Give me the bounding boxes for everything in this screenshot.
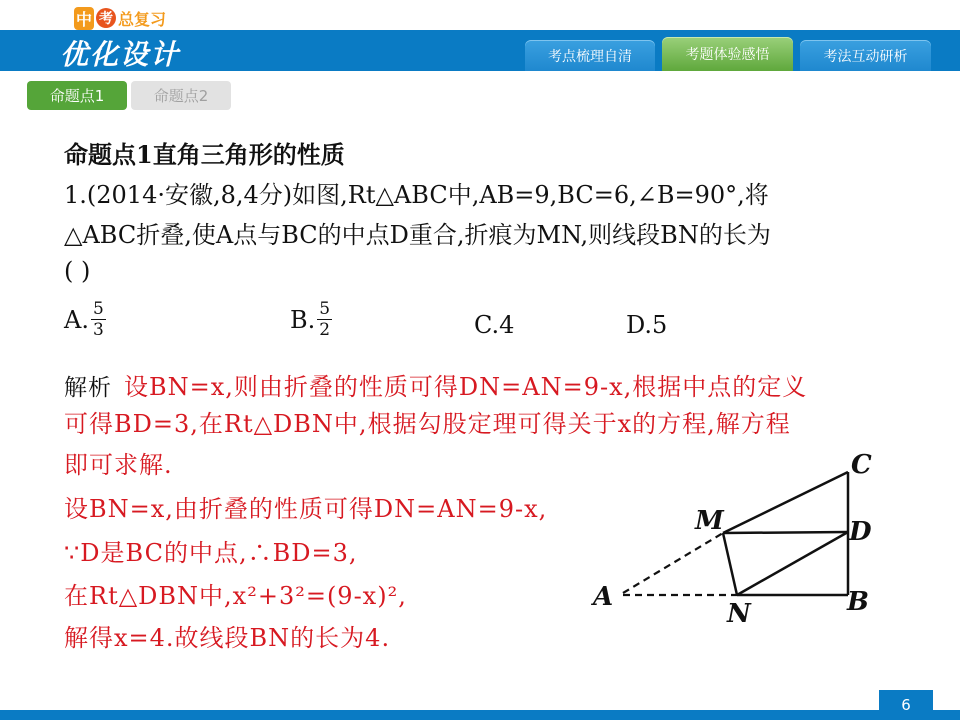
solution-line-2: 可得BD=3,在Rt△DBN中,根据勾股定理可得关于x的方程,解方程	[64, 410, 791, 438]
question-text-line-2: △ABC折叠,使A点与BC的中点D重合,折痕为MN,则线段BN的长为	[64, 221, 771, 249]
label-m: M	[695, 506, 724, 536]
option-d: D.5	[626, 311, 668, 339]
brand-kao: 考	[96, 8, 116, 28]
section-title: 命题点1直角三角形的性质	[64, 140, 345, 169]
solution-line-1	[64, 367, 807, 402]
option-b	[290, 299, 332, 340]
option-a-denominator: 3	[92, 320, 104, 340]
label-b: B	[847, 587, 869, 617]
label-c: C	[851, 450, 872, 480]
segment-am-dashed	[623, 533, 723, 593]
label-n: N	[727, 599, 751, 629]
option-a-numerator: 5	[92, 299, 104, 319]
label-d: D	[849, 517, 872, 547]
segment-md	[723, 532, 848, 533]
brand-logo: 优化设计	[60, 38, 181, 71]
brand-subtitle	[74, 7, 166, 29]
solution-line-7: 解得x=4.故线段BN的长为4.	[64, 624, 391, 652]
option-b-denominator: 2	[319, 320, 331, 340]
option-a-fraction	[91, 299, 106, 340]
segment-nd	[737, 532, 848, 595]
triangle-diagram	[585, 445, 885, 630]
label-a: A	[593, 582, 614, 612]
subtab-mingtidian-2[interactable]: 命题点2	[131, 81, 231, 110]
solution-line-6: 在Rt△DBN中,x²+3²=(9-x)²,	[64, 582, 407, 610]
solution-text-1: 设BN=x,则由折叠的性质可得DN=AN=9-x,根据中点的定义	[124, 373, 808, 401]
solution-line-3: 即可求解.	[64, 451, 173, 479]
geometry-figure	[585, 445, 885, 630]
page-number: 6	[879, 690, 933, 720]
segment-mc	[723, 472, 848, 533]
footer-bar	[0, 710, 960, 720]
option-b-numerator: 5	[319, 299, 331, 319]
tab-kaoti-tiyan[interactable]: 考题体验感悟	[662, 37, 793, 71]
question-text-line-1: 1.(2014·安徽,8,4分)如图,Rt△ABC中,AB=9,BC=6,∠B=90°,将	[64, 181, 769, 209]
solution-label: 解析	[64, 375, 112, 401]
brand-zhong: 中	[74, 7, 94, 30]
answer-blank: ( )	[64, 257, 91, 285]
option-a	[64, 299, 106, 340]
option-b-fraction	[317, 299, 332, 340]
segment-mn	[723, 533, 737, 595]
brand-rest: 总复习	[118, 9, 167, 29]
solution-line-4: 设BN=x,由折叠的性质可得DN=AN=9-x,	[64, 495, 548, 523]
option-c: C.4	[474, 311, 515, 339]
option-a-prefix: A.	[64, 305, 89, 334]
tab-kaodian-shuli[interactable]: 考点梳理自清	[525, 40, 655, 71]
subtab-mingtidian-1[interactable]: 命题点1	[27, 81, 127, 110]
solution-line-5: ∵D是BC的中点,∴BD=3,	[64, 539, 358, 567]
option-b-prefix: B.	[290, 305, 316, 334]
tab-kaofa-hudong[interactable]: 考法互动研析	[800, 40, 931, 71]
